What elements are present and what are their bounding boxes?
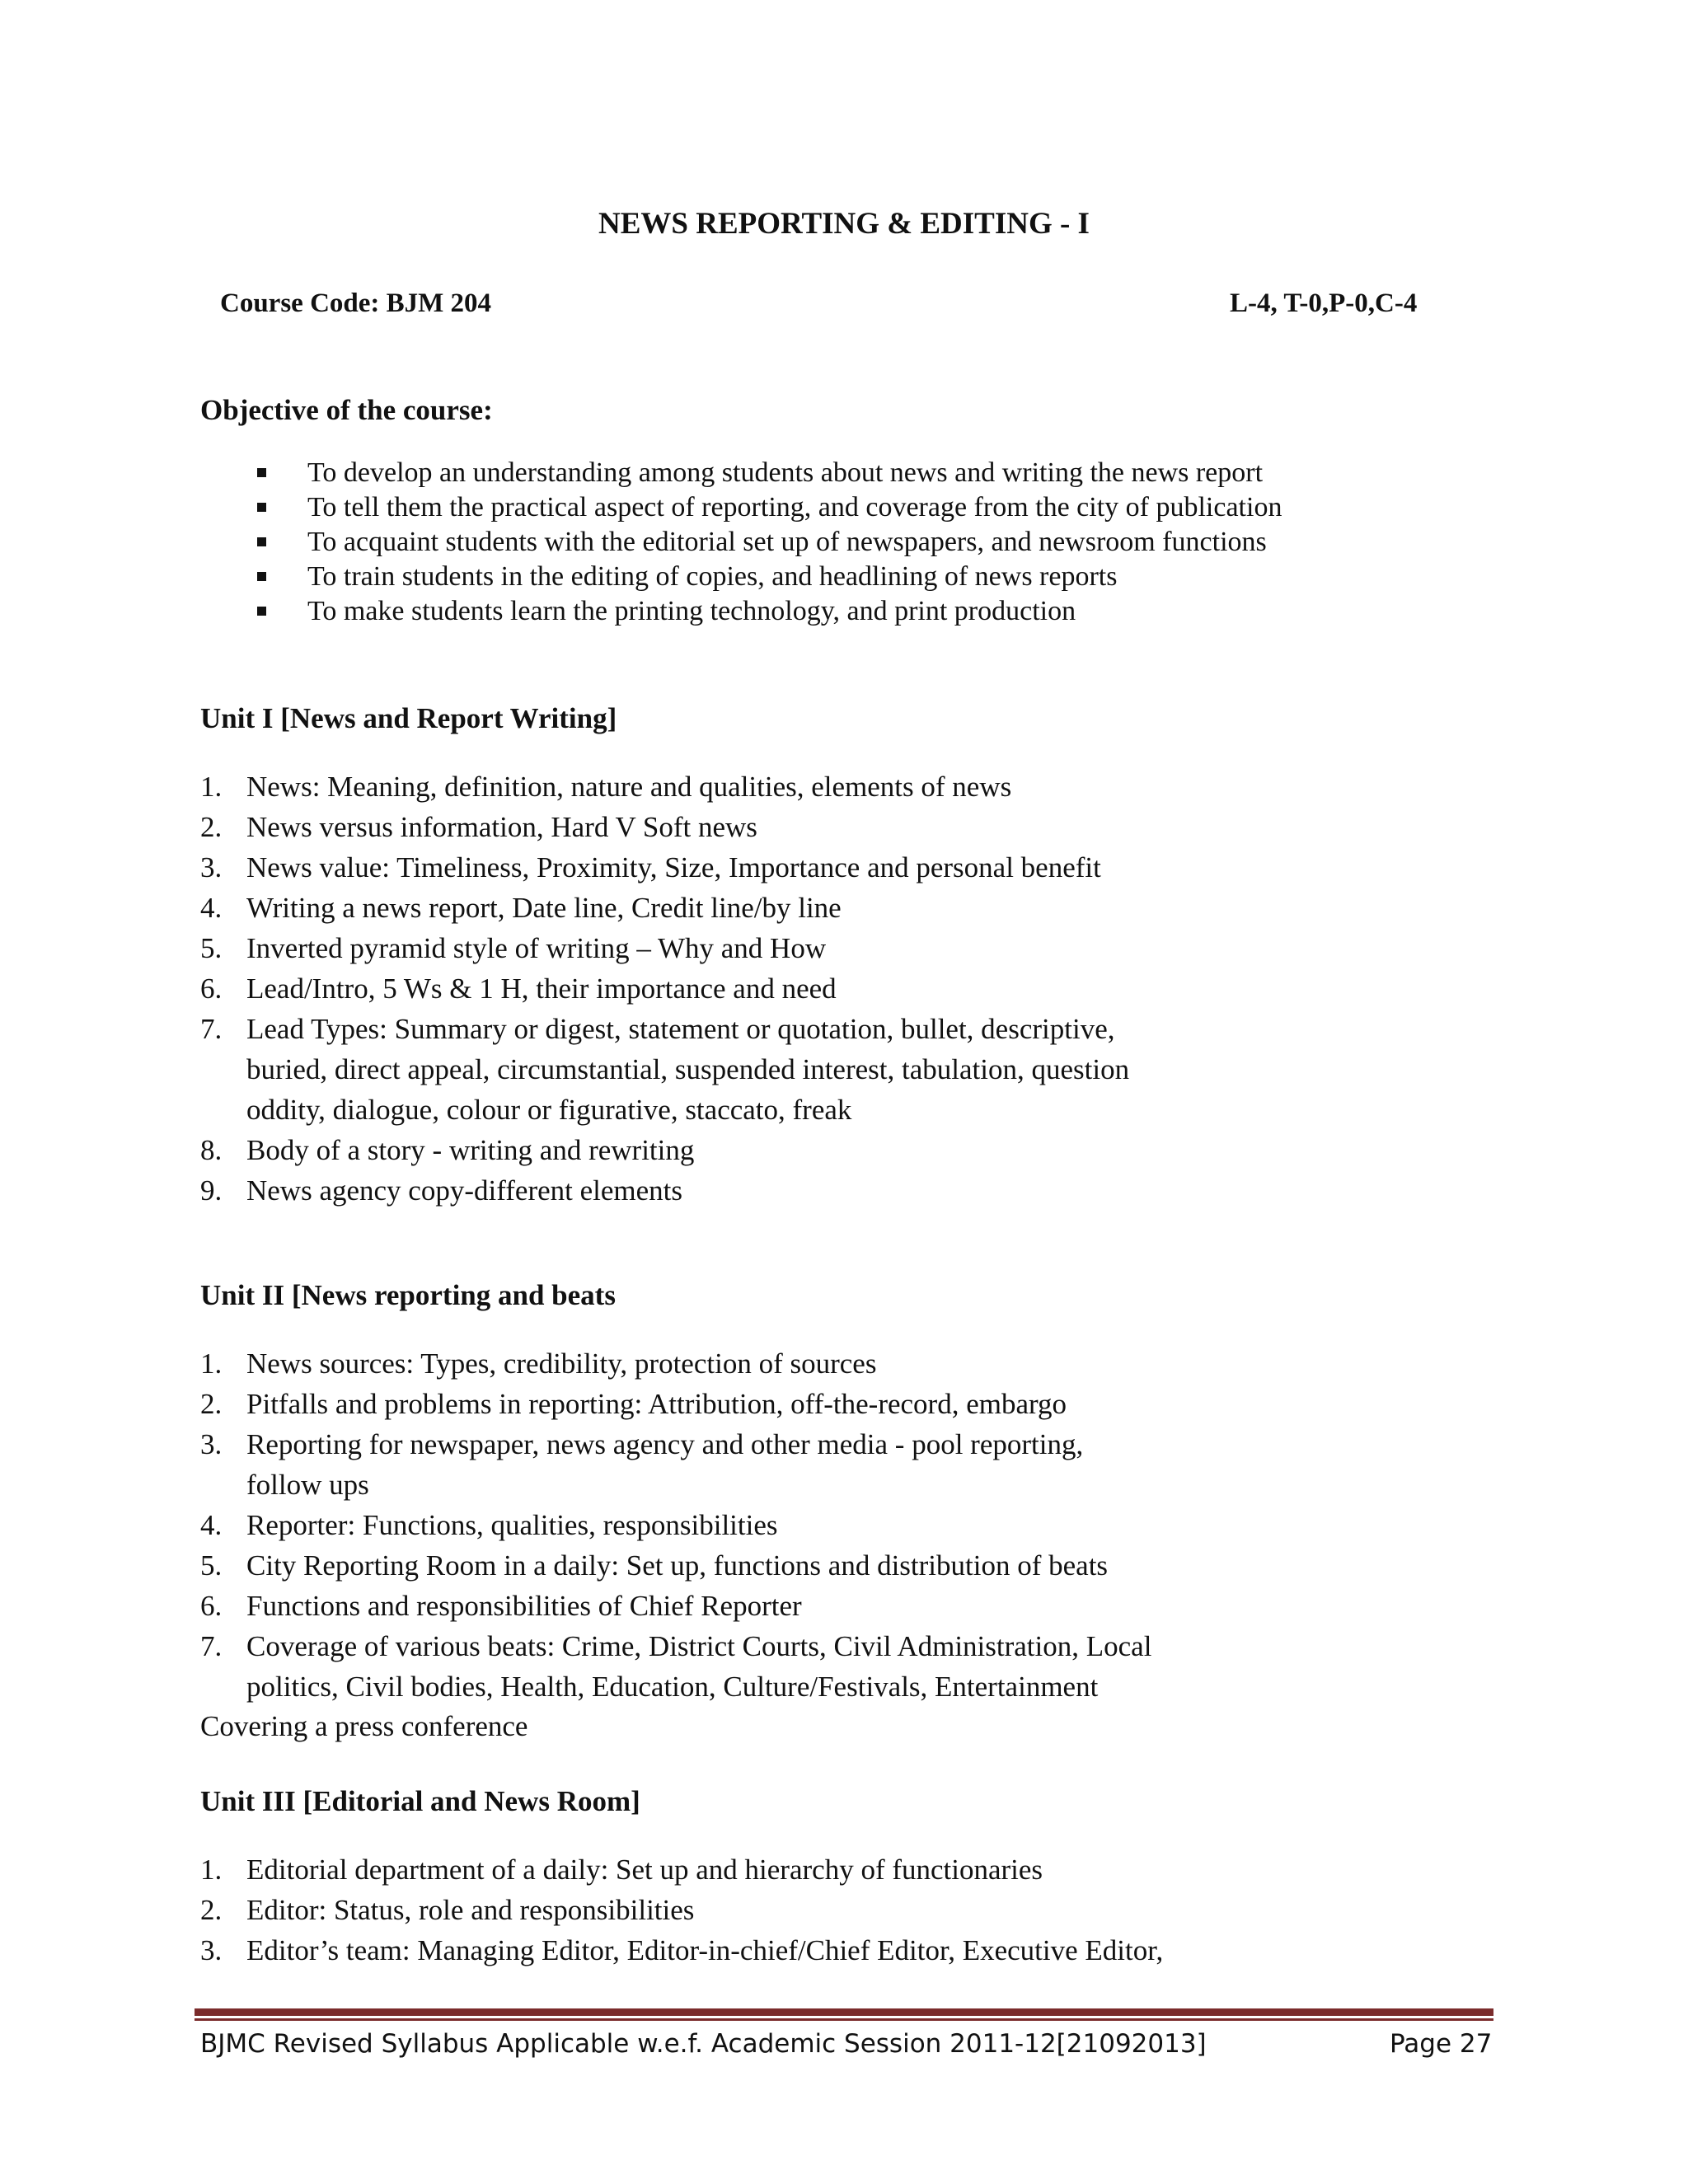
list-item: 7. Coverage of various beats: Crime, District Courts, Civil Administration, Local politics, Civil bodies, Health, Education, Culture/Festivals, Entertainment [200,1630,1152,1703]
objective-list [247,456,1282,629]
list-item: 9. News agency copy-different elements [200,1174,682,1207]
list-item: 3. Editor’s team: Managing Editor, Editor-in-chief/Chief Editor, Executive Editor, [200,1934,1164,1966]
unit-3-heading: Unit III [Editorial and News Room] [200,1785,640,1817]
objective-item: To develop an understanding among students about news and writing the news report [247,456,1282,490]
page-number: Page 27 [1390,2029,1493,2059]
square-bullet-icon [257,607,266,616]
list-item: 1. News: Meaning, definition, nature and qualities, elements of news [200,771,1012,803]
list-item: 6. Lead/Intro, 5 Ws & 1 H, their importance and need [200,972,837,1005]
objective-item: To acquaint students with the editorial set up of newspapers, and newsroom functions [247,525,1282,560]
list-item: 2. News versus information, Hard V Soft news [200,811,757,843]
list-item: 6. Functions and responsibilities of Chief Reporter [200,1590,802,1622]
unit-2-trailing-text: Covering a press conference [200,1710,528,1742]
unit-1-heading: Unit I [News and Report Writing] [200,702,617,734]
square-bullet-icon [257,572,266,581]
list-item: 2. Pitfalls and problems in reporting: Attribution, off-the-record, embargo [200,1388,1067,1420]
footer-divider [195,2008,1493,2016]
unit-2-list [200,1343,1151,1707]
list-item: 3. Reporting for newspaper, news agency and other media - pool reporting, follow ups [200,1428,1084,1501]
unit-3-list [200,1849,1163,1971]
list-item: 4. Reporter: Functions, qualities, responsibilities [200,1509,778,1541]
unit-2-heading: Unit II [News reporting and beats [200,1279,616,1311]
list-item: 5. City Reporting Room in a daily: Set up, functions and distribution of beats [200,1549,1109,1582]
course-code: Course Code: BJM 204 [220,288,492,318]
list-item: 5. Inverted pyramid style of writing – Why and How [200,932,827,964]
square-bullet-icon [257,537,266,546]
list-item: 3. News value: Timeliness, Proximity, Size, Importance and personal benefit [200,851,1101,883]
objective-item: To make students learn the printing technology, and print production [247,594,1282,629]
credit-structure: L-4, T-0,P-0,C-4 [1230,288,1418,318]
page-title: NEWS REPORTING & EDITING - I [598,207,1090,241]
list-item: 4. Writing a news report, Date line, Credit line/by line [200,892,842,924]
objective-item: To tell them the practical aspect of reporting, and coverage from the city of publication [247,490,1282,525]
list-item: 1. Editorial department of a daily: Set up and hierarchy of functionaries [200,1854,1043,1886]
list-item: 7. Lead Types: Summary or digest, statement or quotation, bullet, descriptive, buried, direct appeal, circumstantial, suspended interest, tabulation, question oddity, dialogue, colour or figurative, staccato, freak [200,1013,1130,1126]
footer-text: BJMC Revised Syllabus Applicable w.e.f. Academic Session 2011-12[21092013] [200,2029,1207,2059]
unit-1-list [200,766,1129,1211]
footer-divider-thin [195,2018,1493,2021]
list-item: 2. Editor: Status, role and responsibilities [200,1894,695,1926]
square-bullet-icon [257,503,266,512]
list-item: 8. Body of a story - writing and rewriting [200,1134,695,1166]
objective-item: To train students in the editing of copies, and headlining of news reports [247,560,1282,594]
list-item: 1. News sources: Types, credibility, protection of sources [200,1347,877,1380]
square-bullet-icon [257,468,266,477]
objective-heading: Objective of the course: [200,394,493,426]
